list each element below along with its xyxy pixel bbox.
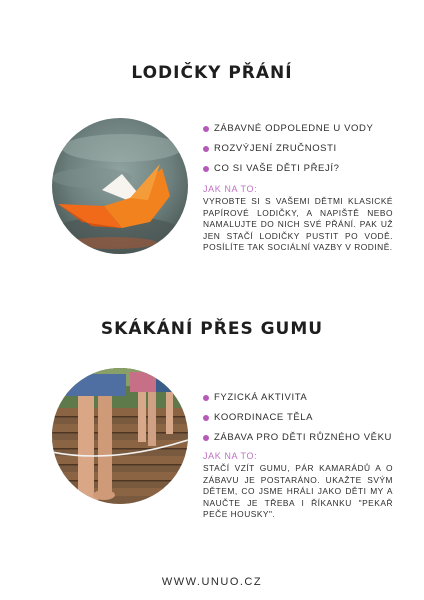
jump-rope-benefits-list (203, 392, 392, 452)
list-item: ZÁBAVNÉ ODPOLEDNE U VODY (203, 123, 373, 135)
bullet-dot-icon (203, 146, 209, 152)
howto-text: VYROBTE SI S VAŠEMI DĚTMI KLASICKÉ PAPÍROVÉ LODIČKY, A NAPIŠTĚ NEBO NAMALUJTE DO NICH SVÉ PŘÁNÍ. PAK UŽ JEN STAČÍ LODIČKY PUSTIT PO VODĚ. POSÍLÍTE TAK SOCIÁLNÍ VAZBY V RODINĚ. (203, 196, 393, 252)
list-item: ROZVÝJENÍ ZRUČNOSTI (203, 143, 373, 155)
bullet-dot-icon (203, 415, 209, 421)
list-item: CO SI VAŠE DĚTI PŘEJÍ? (203, 163, 373, 175)
elastic-jumping-photo (52, 368, 188, 504)
howto-heading: JAK NA TO: (203, 184, 258, 194)
website-link[interactable]: WWW.UNUO.CZ (161, 576, 263, 588)
howto-text: STAČÍ VZÍT GUMU, PÁR KAMARÁDŮ A O ZÁBAVU JE POSTARÁNO. UKAŽTE SVÝM DĚTEM, CO JSME HRÁLI JAKO DĚTI MY A NAUČTE JE TŘEBA I ŘÍKANKU "PEKAŘ PEČE HOUSKY". (203, 463, 393, 519)
bullet-dot-icon (203, 435, 209, 441)
howto-heading: JAK NA TO: (203, 451, 258, 461)
bullet-dot-icon (203, 126, 209, 132)
section-title-jump-rope: SKÁKÁNÍ PŘES GUMU (100, 319, 324, 339)
list-item: FYZICKÁ AKTIVITA (203, 392, 392, 404)
bullet-dot-icon (203, 395, 209, 401)
paper-boat-photo (52, 118, 188, 254)
list-item: KOORDINACE TĚLA (203, 412, 392, 424)
section-title-boats: LODIČKY PŘÁNÍ (131, 63, 293, 83)
boats-benefits-list (203, 123, 373, 183)
list-item: ZÁBAVA PRO DĚTI RŮZNÉHO VĚKU (203, 432, 392, 444)
bullet-dot-icon (203, 166, 209, 172)
